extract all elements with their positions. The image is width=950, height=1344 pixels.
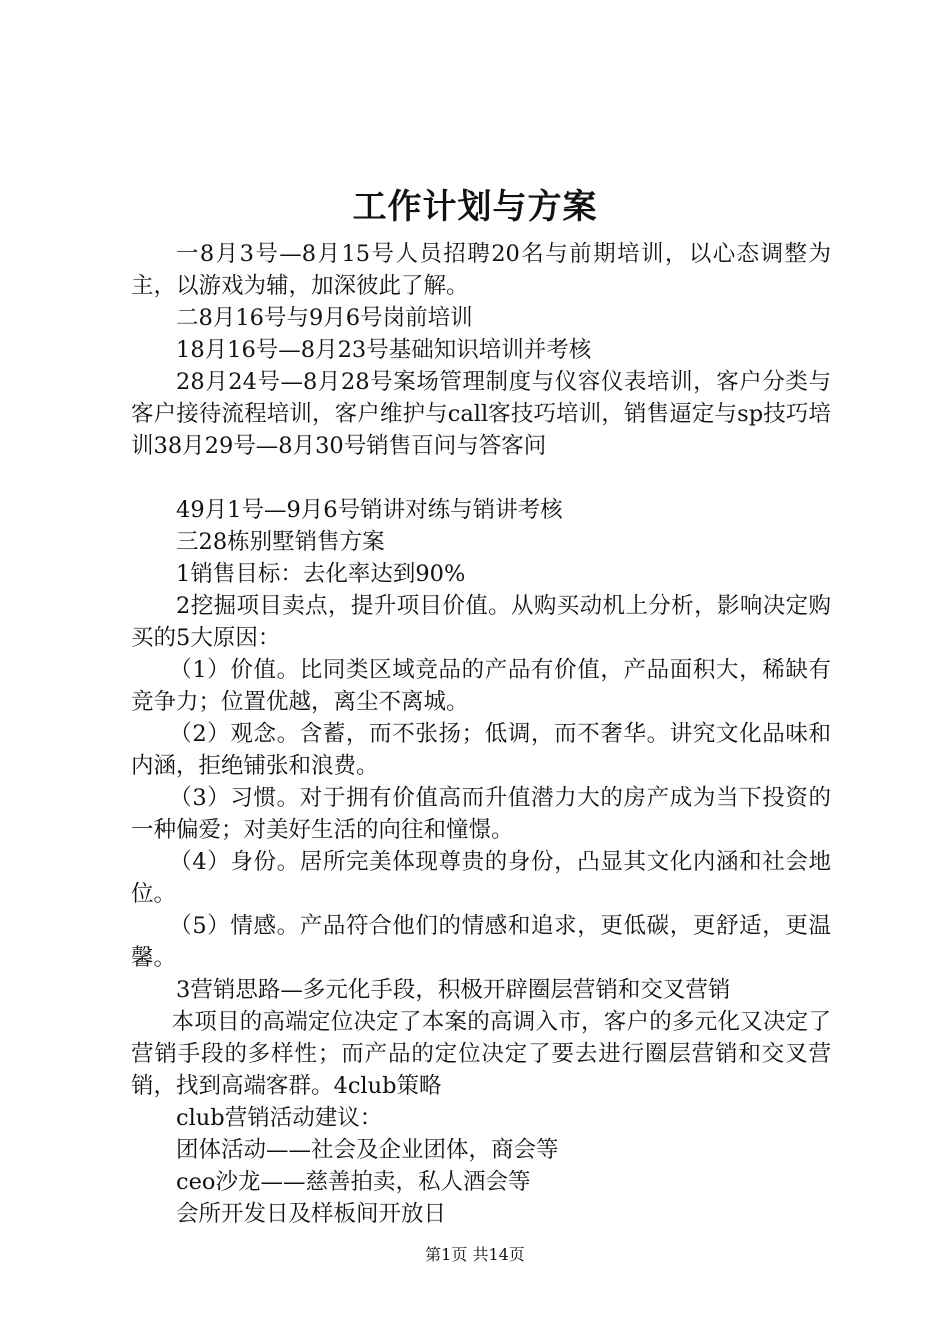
paragraph-open-day: 会所开发日及样板间开放日 [176,1201,447,1227]
paragraph-site-management: 28月24号—8月28号案场管理制度与仪容仪表培训，客户分类与客户接待流程培训，客户维护与call客技巧培训，销售逼定与sp技巧培训38月29号—8月30号销售百问与答客问 [131,369,831,459]
paragraph-villa-plan: 三28栋别墅销售方案 [176,529,385,555]
paragraph-value: （1）价值。比同类区域竞品的产品有价值，产品面积大，稀缺有竞争力；位置优越，离尘不离城。 [131,657,831,715]
document-title: 工作计划与方案 [352,187,598,227]
paragraph-identity: （4）身份。居所完美体现尊贵的身份，凸显其文化内涵和社会地位。 [131,849,831,907]
paragraph-positioning: 本项目的高端定位决定了本案的高调入市，客户的多元化又决定了营销手段的多样性；而产品的定位决定了要去进行圈层营销和交叉营销，找到高端客群。4club策略 [131,1009,831,1099]
paragraph-sales-pitch: 49月1号—9月6号销讲对练与销讲考核 [176,497,563,523]
paragraph-pre-job-training: 二8月16号与9月6号岗前培训 [176,305,473,331]
paragraph-habit: （3）习惯。对于拥有价值高而升值潜力大的房产成为当下投资的一种偏爱；对美好生活的向往和憧憬。 [131,785,831,843]
paragraph-ceo-salon: ceo沙龙——慈善拍卖，私人酒会等 [176,1169,531,1195]
paragraph-club-suggestions: club营销活动建议： [176,1105,383,1131]
paragraph-emotion: （5）情感。产品符合他们的情感和追求，更低碳，更舒适，更温馨。 [131,913,831,971]
document-body [131,238,831,1230]
paragraph-recruitment: 一8月3号—8月15号人员招聘20名与前期培训，以心态调整为主，以游戏为辅，加深彼此了解。 [131,241,831,299]
paragraph-selling-points: 2挖掘项目卖点，提升项目价值。从购买动机上分析，影响决定购买的5大原因： [131,593,831,651]
paragraph-basic-knowledge: 18月16号—8月23号基础知识培训并考核 [176,337,592,363]
paragraph-sales-target: 1销售目标：去化率达到90% [176,561,466,587]
paragraph-group-activities: 团体活动——社会及企业团体，商会等 [176,1137,559,1163]
page-number-footer: 第1页 共14页 [425,1245,525,1264]
paragraph-marketing-approach: 3营销思路—多元化手段，积极开辟圈层营销和交叉营销 [176,977,731,1003]
paragraph-concept: （2）观念。含蓄，而不张扬；低调，而不奢华。讲究文化品味和内涵，拒绝铺张和浪费。 [131,721,831,779]
blank-line [131,462,831,494]
